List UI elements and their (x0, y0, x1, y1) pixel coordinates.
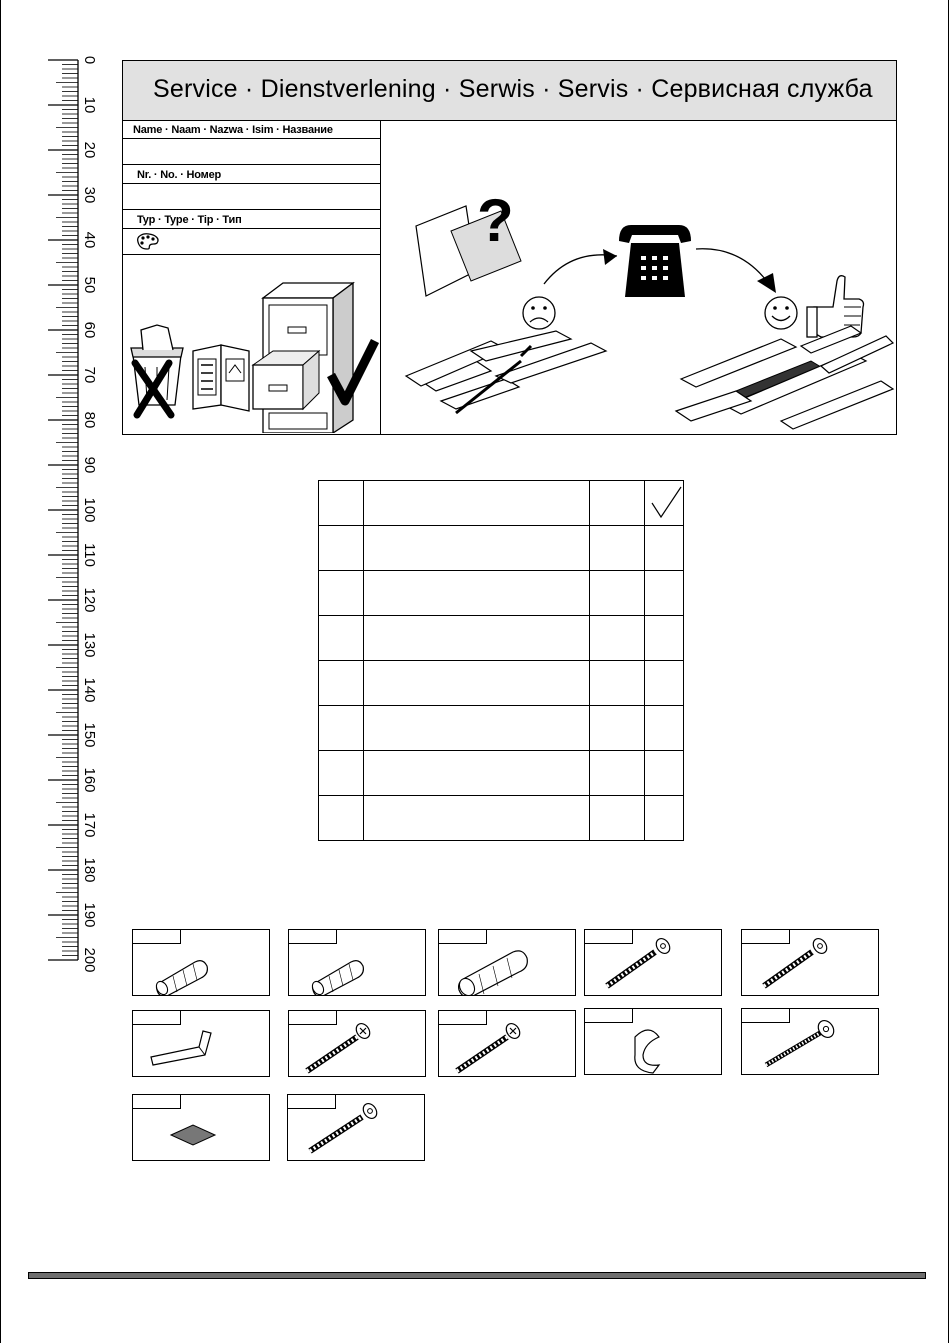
sad-face-icon (523, 297, 555, 329)
measuring-ruler (40, 50, 110, 973)
checkmark-icon (649, 485, 683, 521)
table-row-divider (319, 570, 683, 571)
form-divider (123, 228, 381, 229)
ruler-label: 140 (81, 677, 98, 703)
fitting-felt-pad (132, 1094, 270, 1161)
ruler-label: 70 (81, 366, 98, 384)
keep-documents-illustration (123, 255, 380, 433)
ruler-label: 120 (81, 587, 98, 613)
fitting-screw-phillips (288, 1010, 426, 1077)
page-border-left (0, 0, 1, 1343)
ruler-label: 110 (81, 543, 98, 567)
ruler-label: 0 (81, 55, 98, 65)
table-row-divider (319, 660, 683, 661)
ruler-label: 90 (81, 456, 98, 474)
ruler-scale (40, 50, 110, 970)
table-row-divider (319, 705, 683, 706)
table-row-divider (319, 615, 683, 616)
service-title: Service · Dienstverlening · Serwis · Servis · Сервисная служба (153, 75, 873, 103)
service-panel (122, 60, 897, 435)
ruler-label: 40 (81, 231, 98, 249)
happy-face-icon (765, 297, 797, 329)
fitting-dowel-small (288, 929, 426, 996)
table-row-divider (319, 525, 683, 526)
ruler-label: 60 (81, 321, 98, 339)
fitting-screw-phillips (438, 1010, 576, 1077)
question-mark-icon: ? (477, 187, 514, 254)
ruler-label: 30 (81, 186, 98, 204)
fitting-screw-countersunk-long (287, 1094, 425, 1161)
table-row-divider (319, 795, 683, 796)
fitting-dowel-large (438, 929, 576, 996)
filing-cabinet-icon (253, 283, 353, 433)
service-flow-graphic (381, 121, 896, 434)
parts-list-table (318, 480, 684, 841)
fitting-allen-key (132, 1010, 270, 1077)
product-info-form (123, 121, 381, 434)
ruler-label: 50 (81, 276, 98, 294)
form-divider (123, 138, 381, 139)
manual-book-icon (193, 345, 249, 411)
form-divider (123, 164, 381, 165)
fitting-screw-countersunk (584, 929, 722, 996)
ruler-label: 10 (81, 96, 98, 114)
fitting-clip (584, 1008, 722, 1075)
ruler-label: 150 (81, 722, 98, 748)
number-field-label: Nr. · No. · Номер (137, 169, 222, 181)
type-field-label: Typ · Type · Tip · Тип (137, 214, 242, 226)
arrow-down-icon (757, 273, 776, 293)
name-field-label: Name · Naam · Nazwa · Isim · Название (133, 124, 333, 136)
table-row-divider (319, 750, 683, 751)
assembled-boards (676, 326, 893, 429)
waste-bin-icon (131, 325, 183, 415)
telephone-icon (619, 225, 691, 297)
ruler-label: 80 (81, 411, 98, 429)
ruler-label: 180 (81, 857, 98, 883)
ruler-label: 100 (81, 497, 98, 523)
service-process-illustration (381, 121, 896, 434)
ruler-label: 20 (81, 141, 98, 159)
fitting-bolt-long (741, 1008, 879, 1075)
form-divider (123, 183, 381, 184)
fitting-dowel-small (132, 929, 270, 996)
page-border-right (948, 0, 949, 1343)
fitting-screw-countersunk (741, 929, 879, 996)
service-header (123, 61, 896, 121)
ruler-label: 190 (81, 902, 98, 928)
footer-bar (28, 1272, 926, 1279)
thumbs-up-icon (807, 276, 864, 337)
ruler-label: 160 (81, 767, 98, 793)
ruler-label: 170 (81, 812, 98, 838)
palette-icon (135, 232, 161, 250)
form-divider (123, 209, 381, 210)
ruler-label: 130 (81, 632, 98, 658)
ruler-label: 200 (81, 947, 98, 973)
arrow-right-icon (603, 249, 617, 265)
